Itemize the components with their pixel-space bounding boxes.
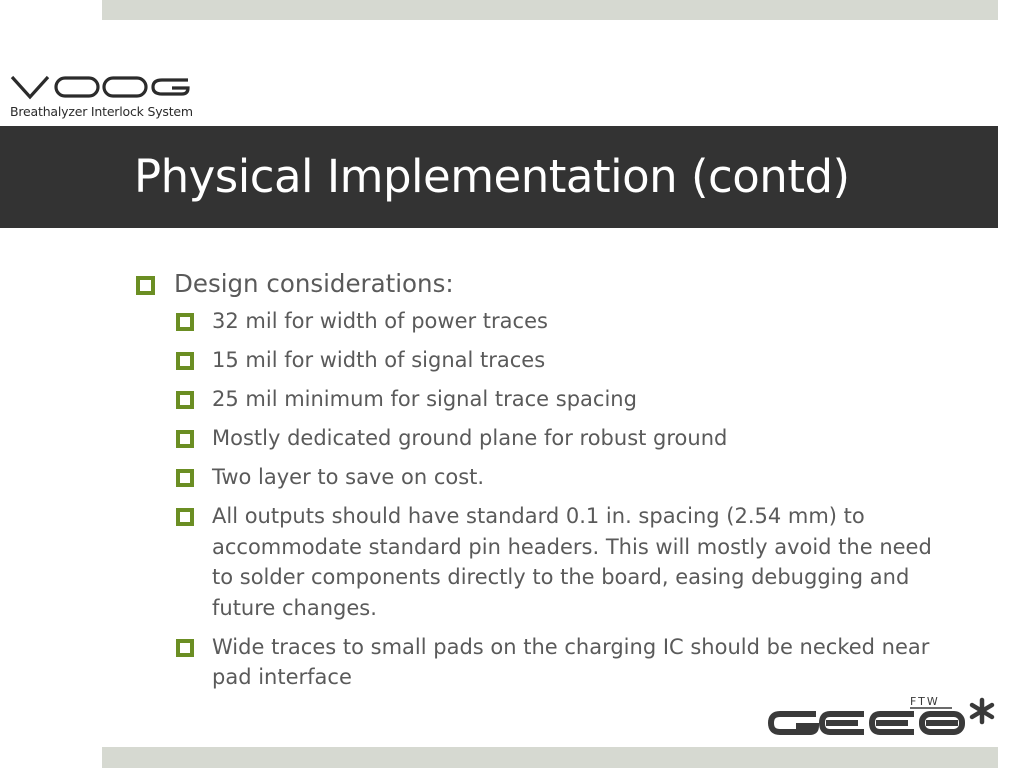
brand-super-text: FTW: [910, 695, 940, 708]
list-item: [176, 632, 942, 693]
list-item: [176, 423, 942, 454]
list-item: [176, 501, 942, 623]
bullet-square-icon: [176, 352, 194, 370]
list-item: [176, 384, 942, 415]
list-item-text: 25 mil minimum for signal trace spacing: [212, 387, 637, 411]
bottom-decorative-bar: [102, 747, 998, 768]
voog-wordmark-icon: [10, 74, 192, 100]
bullet-square-icon: [136, 276, 155, 295]
top-decorative-bar: [102, 0, 998, 20]
bullet-list: [136, 268, 986, 701]
list-item: [176, 306, 942, 337]
bullet-square-icon: [176, 313, 194, 331]
bullet-square-icon: [176, 391, 194, 409]
list-item-main: [136, 268, 986, 300]
bullet-square-icon: [176, 639, 194, 657]
bullet-square-icon: [176, 508, 194, 526]
list-item-text: Design considerations:: [174, 269, 454, 298]
bullet-square-icon: [176, 469, 194, 487]
list-item-text: Mostly dedicated ground plane for robust ground: [212, 426, 728, 450]
asterisk-icon: [972, 700, 992, 722]
list-item-text: 32 mil for width of power traces: [212, 309, 548, 333]
logo-tagline: Breathalyzer Interlock System: [10, 104, 193, 119]
list-item-text: All outputs should have standard 0.1 in. spacing (2.54 mm) to accommodate standard pin headers. This will mostly avoid the need to solder components directly to the board, easing debugging and future changes.: [212, 504, 932, 620]
list-item: [176, 462, 942, 493]
list-item-text: Two layer to save on cost.: [212, 465, 485, 489]
voog-logo: [10, 74, 200, 122]
list-item: [176, 345, 942, 376]
list-item-text: Wide traces to small pads on the charging IC should be necked near pad interface: [212, 634, 930, 689]
list-item-text: 15 mil for width of signal traces: [212, 348, 546, 372]
gee8-ftw-logo: [766, 694, 1000, 740]
page-title: Physical Implementation (contd): [134, 150, 850, 203]
bullet-square-icon: [176, 430, 194, 448]
gee8-logo-icon: [766, 694, 1000, 740]
